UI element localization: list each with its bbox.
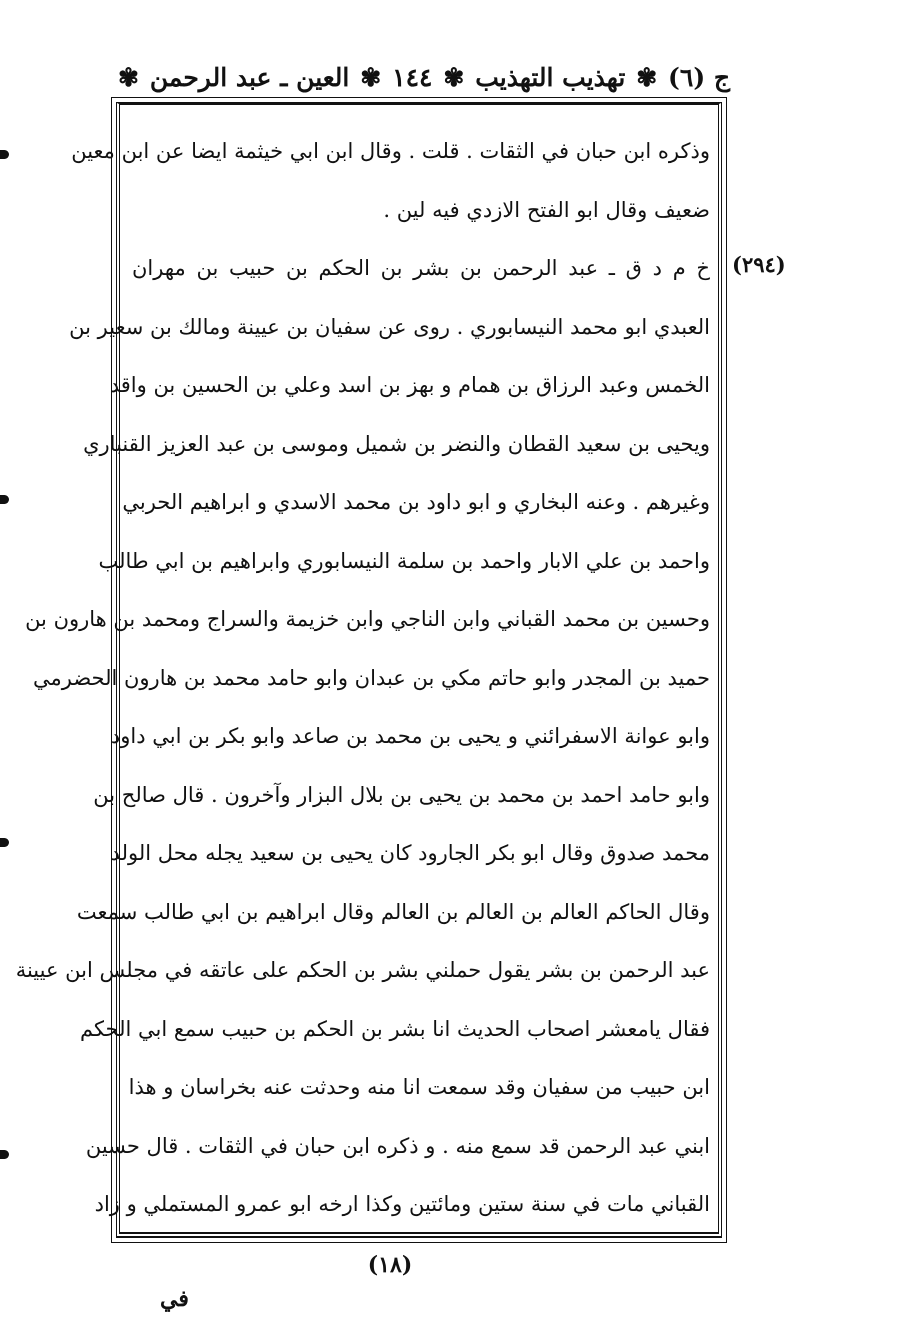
text-line: وابو حامد احمد بن محمد بن يحيى بن بلال البزار وآخرون . قال صالح بن (93, 782, 710, 807)
text-line: فقال يامعشر اصحاب الحديث انا بشر بن الحكم بن حبيب سمع ابي الحكم (79, 1016, 710, 1041)
text-line: وغيرهم . وعنه البخاري و ابو داود بن محمد الاسدي و ابراهيم الحربي (122, 490, 710, 514)
text-line: خ م د ق ـ عبد الرحمن بن بشر بن الحكم بن حبيب بن مهران (132, 256, 710, 280)
text-line: محمد صدوق وقال ابو بكر الجارود كان يحيى بن سعيد يجله محل الولد (110, 841, 710, 865)
text-line: ضعيف وقال ابو الفتح الازدي فيه لين . (383, 197, 710, 222)
header-volume: ج (٦) (668, 62, 730, 92)
entry-number: (٢٩٤) (732, 252, 786, 277)
margin-mark (0, 838, 9, 847)
margin-mark (0, 1150, 9, 1159)
text-line: العبدي ابو محمد النيسابوري . روى عن سفيان بن عيينة ومالك بن سعير بن (69, 314, 710, 339)
text-line: حميد بن المجدر وابو حاتم مكي بن عبدان وابو حامد محمد بن هارون الحضرمي (32, 665, 710, 690)
footer-page-number: (١٨) (367, 1252, 413, 1278)
header-section: العين ـ عبد الرحمن (149, 62, 350, 92)
flower-ornament-icon: ✾ (118, 62, 139, 92)
text-line: واحمد بن علي الابار واحمد بن سلمة النيسابوري وابراهيم بن ابي طالب (98, 548, 710, 573)
text-line: ابن حبيب من سفيان وقد سمعت انا منه وحدثت عنه بخراسان و هذا (128, 1075, 710, 1099)
text-line: عبد الرحمن بن بشر يقول حملني بشر بن الحكم على عاتقه في مجلس ابن عيينة (15, 958, 710, 982)
header-book-title: تهذيب التهذيب (475, 62, 626, 92)
text-body (15, 122, 710, 1234)
text-line: القباني مات في سنة ستين ومائتين وكذا ارخه ابو عمرو المستملي و زاد (94, 1192, 710, 1216)
header-page-number: ١٤٤ (392, 62, 433, 92)
text-line: وذكره ابن حبان في الثقات . قلت . وقال ابن ابي خيثمة ايضا عن ابن معين (71, 139, 710, 163)
flower-ornament-icon: ✾ (636, 62, 658, 92)
flower-ornament-icon: ✾ (443, 62, 465, 92)
text-line: ويحيى بن سعيد القطان والنضر بن شميل وموسى بن عبد العزيز القنباري (83, 431, 710, 456)
margin-mark (0, 150, 9, 159)
margin-mark (0, 495, 9, 504)
text-line: الخمس وعبد الرزاق بن همام و بهز بن اسد وعلي بن الحسين بن واقد (109, 373, 710, 397)
text-line: وحسين بن محمد القباني وابن الناجي وابن خزيمة والسراج ومحمد بن هارون بن (25, 607, 710, 631)
catchword: في (160, 1286, 189, 1312)
text-line: وقال الحاكم العالم بن العالم بن العالم وقال ابراهيم بن ابي طالب سمعت (76, 899, 710, 924)
running-header (118, 52, 730, 102)
flower-ornament-icon: ✾ (360, 62, 382, 92)
text-line: ابني عبد الرحمن قد سمع منه . و ذكره ابن حبان في الثقات . قال حسين (85, 1133, 710, 1158)
text-line: وابو عوانة الاسفرائني و يحيى بن محمد بن صاعد وابو بكر بن ابي داود (110, 724, 710, 748)
